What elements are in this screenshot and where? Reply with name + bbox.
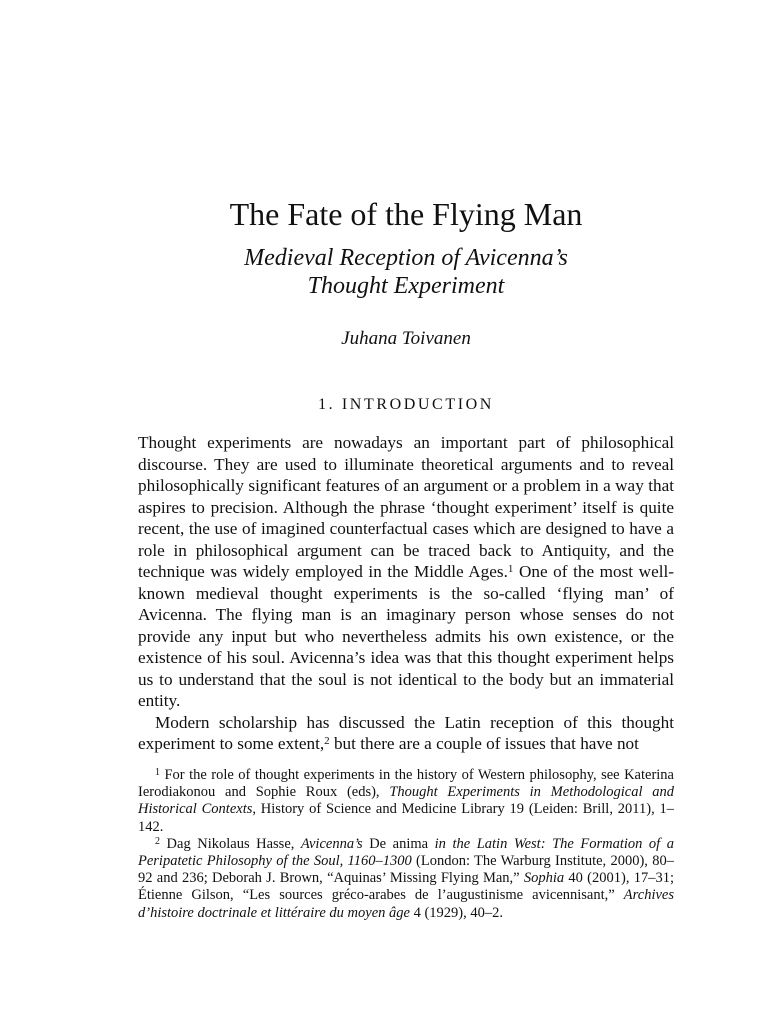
paragraph-1-text-b: One of the most well-known medieval thought experiments is the so-called ‘flying man’ of Avicenna. The flying man is an imaginary person whose senses do not provide any input but who nevertheless admits his own existence, or the existence of his soul. Avicenna’s idea was that this thought experiment helps us to understand that the soul is not identical to the body but an immaterial entity. xyxy=(138,562,674,710)
section-heading: 1. INTRODUCTION xyxy=(318,396,494,413)
article-subtitle xyxy=(138,244,674,300)
footnote-2-italic-d: Archives d’histoire doctrinale et littéraire du moyen âge xyxy=(138,887,674,921)
footnotes xyxy=(138,767,674,922)
footnote-2-text-d: 40 (2001), 17–31; Étienne Gilson, “Les sources gréco-arabes de l’augustinisme avicennisant,” xyxy=(138,870,674,904)
footnote-1-text-b: , History of Science and Medicine Library 19 (Leiden: Brill, 2011), 1–142. xyxy=(138,801,675,835)
paragraph-2 xyxy=(138,712,674,755)
footnote-2-text-b: De anima xyxy=(362,835,435,852)
paragraph-2-text-b: but there are a couple of issues that have not xyxy=(329,734,639,753)
footnote-1-book-title: Thought Experiments in Methodological and Historical Contexts xyxy=(138,784,674,818)
author-name: Juhana Toivanen xyxy=(341,328,471,349)
paragraph-2-text-a: Modern scholarship has discussed the Latin reception of this thought experiment to some extent, xyxy=(138,712,674,753)
subtitle-line-1: Medieval Reception of Avicenna’s xyxy=(244,245,568,271)
footnote-2 xyxy=(138,836,674,922)
footnote-2-text-a: Dag Nikolaus Hasse, xyxy=(160,835,301,852)
footnote-2-italic-c: Sophia xyxy=(523,870,565,887)
footnote-2-italic-b: in the Latin West: The Formation of a Peripatetic Philosophy of the Soul, 1160–1300 xyxy=(138,835,674,870)
footnote-1-text-a: For the role of thought experiments in the history of Western philosophy, see Katerina Ierodiakonou and Sophie Roux (eds), xyxy=(138,767,674,801)
footnote-ref-1[interactable]: 1 xyxy=(507,563,514,575)
footnote-2-number: 2 xyxy=(155,835,160,847)
article-title: The Fate of the Flying Man xyxy=(229,196,583,232)
footnote-ref-2[interactable]: 2 xyxy=(324,735,330,747)
paragraph-1-text-a: Thought experiments are nowadays an important part of philosophical discourse. They are used to illuminate theoretical arguments and to reveal philosophically significant features of an argument or a problem in a way that aspires to precision. Although the phrase ‘thought experiment’ itself is quite recent, the use of imagined counterfactual cases which are designed to have a role in philosophical argument can be traced back to Antiquity, and the technique was widely employed in the Middle Ages. xyxy=(138,433,674,581)
footnote-1-number: 1 xyxy=(155,767,160,778)
subtitle-line-2: Thought Experiment xyxy=(307,273,505,299)
footnote-1 xyxy=(138,767,674,836)
footnote-2-italic-a: Avicenna’s xyxy=(300,835,363,852)
footnote-2-text-c: (London: The Warburg Institute, 2000), 80–92 and 236; Deborah J. Brown, “Aquinas’ Missing Flying Man,” xyxy=(138,853,674,887)
body-text xyxy=(138,432,674,755)
paragraph-1 xyxy=(138,432,674,712)
footnote-2-text-e: 4 (1929), 40–2. xyxy=(409,904,503,921)
